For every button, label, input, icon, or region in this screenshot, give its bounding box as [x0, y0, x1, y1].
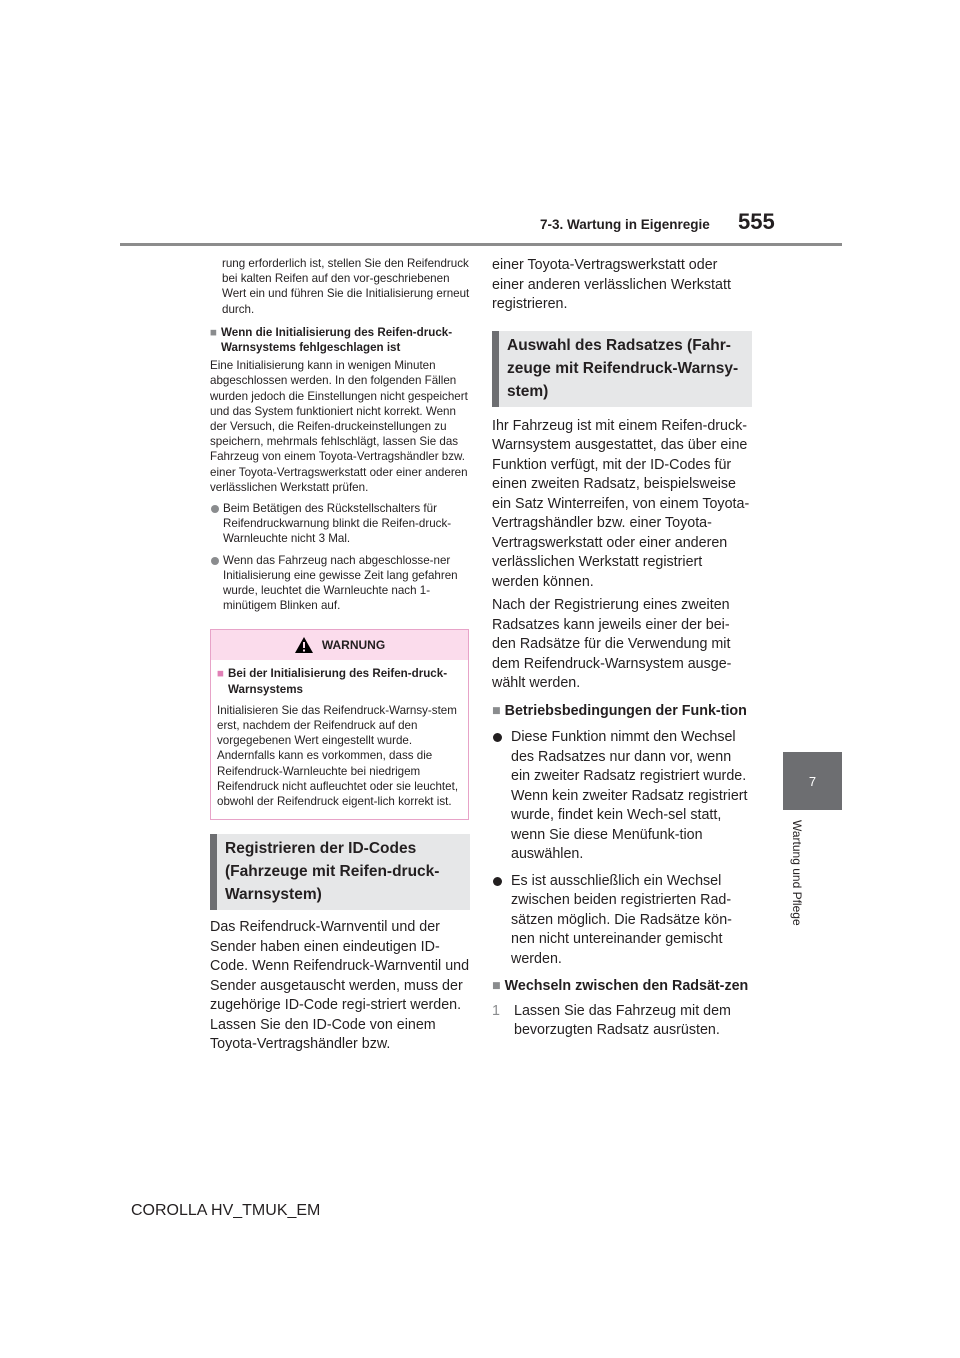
subsection-switch-wheel-sets: [492, 977, 752, 997]
left-column: [210, 256, 470, 1055]
subsection-initialization-failed: [210, 325, 470, 355]
section-heading-id-codes: Registrieren der ID-Codes (Fahrzeuge mit Reifen-druck-Warnsystem): [210, 834, 470, 910]
bullet-dot-icon: [493, 733, 502, 742]
warning-label: WARNUNG: [321, 638, 386, 653]
section-title: 7-3. Wartung in Eigenregie: [540, 217, 710, 232]
list-item: [492, 728, 752, 865]
continuation-text: einer Toyota-Vertragswerkstatt oder einer anderen verlässlichen Werkstatt registrieren.: [492, 257, 731, 312]
warning-title: [217, 666, 462, 696]
bullet-dot-icon: [493, 877, 502, 886]
warning-title-text: Bei der Initialisierung des Reifen-druck-Warnsystems: [228, 667, 448, 696]
section-text: Nach der Registrierung eines zweiten Radsatzes kann jeweils einer der bei-den Radsätze für die Verwendung mit dem Reifendruck-Warnsystem ausge-wählt werden.: [492, 597, 732, 691]
warning-body: [211, 660, 468, 819]
chapter-title-vertical: [786, 820, 808, 950]
header-divider: [120, 243, 842, 246]
subsection-text: Eine Initialisierung kann in wenigen Minuten abgeschlossen werden. In den folgenden Fällen wurden jedoch die Einstellungen nicht gespeichert und das System funktioniert nicht korrekt. Wenn der Versuch, die Reifen-druckeinstellungen zu speichern, mehrmals fehlschlägt, lassen Sie das Fahrzeug von einem Toyota-Vertragshändler bzw. einer Toyota-Vertragswerkstatt oder einer anderen verlässlichen Werkstatt prüfen.: [210, 359, 468, 494]
square-bullet-icon: ■: [210, 325, 218, 339]
warning-header: [211, 630, 468, 660]
page-number: 555: [738, 209, 775, 234]
chapter-title: Wartung und Pflege: [790, 820, 804, 926]
list-item: [210, 553, 470, 614]
square-bullet-icon: ■: [492, 702, 501, 719]
warning-triangle-icon: [294, 636, 314, 654]
list-item: [492, 872, 752, 970]
list-item-text: Diese Funktion nimmt den Wechsel des Radsatzes nur dann vor, wenn ein zweiter Radsatz registriert wurde. Wenn kein zweiter Radsatz registriert wurde, findet kein Wech-sel statt, wenn Sie diese Menüfunk-tion auswählen.: [511, 729, 748, 862]
bullet-dot-icon: [211, 557, 219, 565]
chapter-number: 7: [808, 773, 817, 789]
chapter-number-tab[interactable]: [783, 752, 842, 810]
warning-text: Initialisieren Sie das Reifendruck-Warnsy-stem erst, nachdem der Reifendruck auf den vorgegebenen Wert eingestellt wurde. Andernfalls kann es vorkommen, dass die Reifendruck-Warnleuchte bei niedrigem Reifendruck nicht aufleuchtet oder sie leuchtet, obwohl der Reifendruck eigent-lich korrekt ist.: [217, 703, 459, 809]
warning-box: [210, 629, 469, 820]
section-text: Ihr Fahrzeug ist mit einem Reifen-druck-Warnsystem ausgestattet, das über eine Funktion verfügt, mit der ID-Codes für einen zweiten Radsatz, beispielsweise ein Satz Winterreifen, von einem Toyota-Vertragshändler bzw. einer Toyota-Vertragswerkstatt oder einer anderen verlässlichen Werkstatt registriert werden können.: [492, 417, 750, 590]
list-item-text: Beim Betätigen des Rückstellschalters für Reifendruckwarnung blinkt die Reifen-druck-Warnleuchte nicht 3 Mal.: [223, 502, 452, 546]
step-text: Lassen Sie das Fahrzeug mit dem bevorzugten Radsatz ausrüsten.: [514, 1002, 731, 1038]
subsection-title: Betriebsbedingungen der Funk-tion: [504, 702, 747, 719]
intro-text: rung erforderlich ist, stellen Sie den Reifendruck bei kalten Reifen auf den vor-geschriebenen Wert ein und führen Sie die Initialisierung erneut durch.: [222, 257, 470, 316]
step-item: [492, 1002, 752, 1041]
subsection-title: Wenn die Initialisierung des Reifen-druck-Warnsystems fehlgeschlagen ist: [221, 325, 453, 355]
subsection-title: Wechseln zwischen den Radsät-zen: [504, 978, 749, 994]
list-item: [210, 501, 470, 547]
list-item-text: Wenn das Fahrzeug nach abgeschlosse-ner Initialisierung eine gewisse Zeit lang gefahren wurde, leuchtet die Warnleuchte nach 1-minütigem Blinken auf.: [223, 553, 458, 613]
subsection-operating-conditions: [492, 702, 752, 722]
section-text: Das Reifendruck-Warnventil und der Sender haben einen eindeutigen ID-Code. Wenn Reifendruck-Warnventil und Sender ausgetauscht werden, muss der zugehörige ID-Code regi-striert werden. Lassen Sie den ID-Code von einem Toyota-Vertragshändler bzw.: [210, 919, 470, 1053]
list-item-text: Es ist ausschließlich ein Wechsel zwischen beiden registrierten Rad-sätzen möglich. Die Radsätze kön-nen nicht untereinander gemischt werden.: [511, 872, 732, 967]
footer-model-code: COROLLA HV_TMUK_EM: [131, 1202, 321, 1219]
step-number: 1: [492, 1002, 500, 1019]
square-bullet-icon: ■: [492, 978, 501, 994]
square-bullet-icon: ■: [217, 667, 225, 681]
bullet-dot-icon: [211, 505, 219, 513]
section-heading-wheel-set: Auswahl des Radsatzes (Fahr-zeuge mit Reifendruck-Warnsy-stem): [492, 331, 752, 407]
right-column: [492, 256, 752, 1041]
